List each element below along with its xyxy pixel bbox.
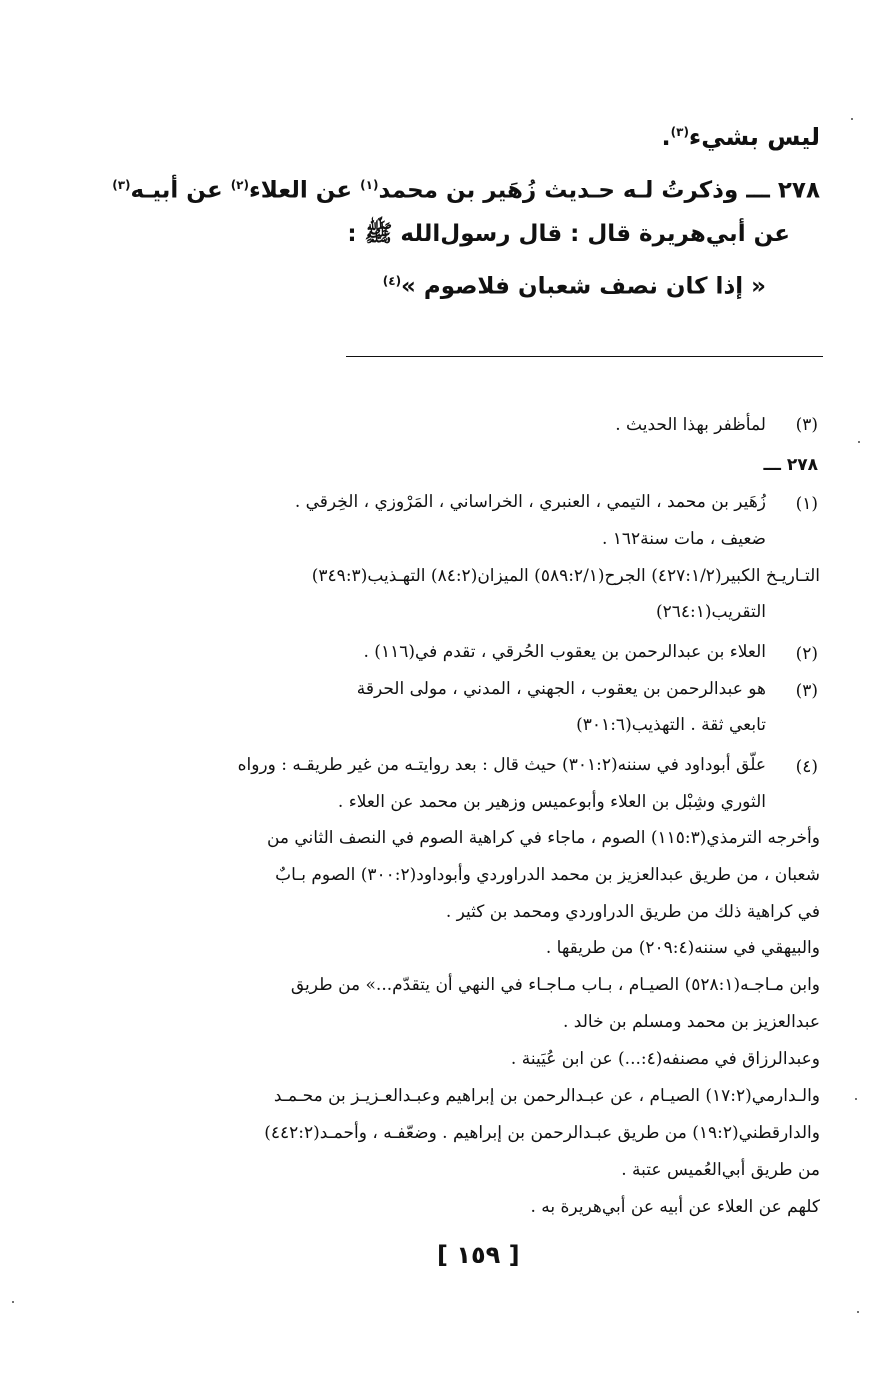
main-line-2-b: عن العلاء: [248, 177, 353, 204]
footnote-line: في كراهية ذلك من طريق الدراوردي ومحمد بن كثير .: [445, 902, 820, 922]
scan-speck: [851, 118, 853, 120]
footnote-line: وابن مـاجـه(٥٢٨:١) الصيـام ، بـاب مـاجـاء في النهي أن يتقدّم...» من طريق: [290, 975, 820, 995]
footnote-number: (٢): [795, 644, 818, 664]
footnote-line: الثوري وشِبْل بن العلاء وأبوعميس وزهير بن محمد عن العلاء .: [337, 792, 766, 812]
footnote-line: علّق أبوداود في سننه(٣٠١:٢) حيث قال : بعد روايتـه من غير طريقـه : ورواه: [237, 755, 766, 775]
footnote-line: وأخرجه الترمذي(١١٥:٣) الصوم ، ماجاء في كراهية الصوم في النصف الثاني من: [266, 828, 820, 848]
scan-speck: [855, 1098, 857, 1100]
footnote-line: التـاريـخ الكبير(٤٢٧:١/٢) الجرح(٥٨٩:٢/١) الميزان(٨٤:٢) التهـذيب(٣٤٩:٣): [311, 566, 820, 586]
footnote-line: والـدارمي(١٧:٢) الصيـام ، عن عبـدالرحمن بن إبراهيم وعبـدالعـزيـز بن محـمـد: [273, 1086, 820, 1106]
footnote-line: والبيهقي في سننه(٢٠٩:٤) من طريقها .: [545, 938, 820, 958]
footnote-line: والدارقطني(١٩:٢) من طريق عبـدالرحمن بن إبراهيم . وضعّفـه ، وأحمـد(٤٤٢:٢): [264, 1123, 820, 1143]
main-line-4: [383, 266, 766, 302]
main-line-1: [662, 117, 821, 152]
footnote-line: تابعي ثقة . التهذيب(٣٠١:٦): [576, 715, 766, 735]
footnote-text: العلاء بن عبدالرحمن بن يعقوب الحُرقي ، تقدم في(١١٦) .: [363, 642, 766, 662]
main-line-1-text: ليس بشيء: [688, 123, 820, 151]
page-number: [ ١٥٩ ]: [437, 1241, 520, 1269]
footnote-separator: [346, 356, 823, 357]
scan-speck: [857, 1311, 859, 1313]
footnote-line: عبدالعزيز بن محمد ومسلم بن خالد .: [562, 1012, 820, 1032]
footnote-number: (٣): [795, 681, 818, 701]
main-line-2: [112, 170, 820, 206]
main-line-3: [347, 219, 790, 249]
footnote-line: كلهم عن العلاء عن أبيه عن أبي‌هريرة به .: [530, 1197, 820, 1217]
main-line-3-text: عن أبي‌هريرة قال : قال رسول‌الله ﷺ :: [347, 221, 790, 247]
footnote-number: (٤): [795, 757, 818, 777]
footnote-ref: (٢): [230, 178, 249, 192]
footnote-line: هو عبدالرحمن بن يعقوب ، الجهني ، المدني ، مولى الحرقة: [356, 679, 766, 699]
hadith-text: « إذا كان نصف شعبان فلاصوم »: [401, 273, 766, 300]
footnote-ref: (٤): [382, 274, 402, 288]
main-line-2-c: عن أبيـه: [130, 177, 223, 204]
footnote-line: ضعيف ، مات سنة١٦٢ .: [601, 529, 766, 549]
scan-speck: [858, 441, 860, 443]
footnote-line: وعبدالرزاق في مصنفه(٤:...) عن ابن عُيَينة .: [510, 1049, 820, 1069]
footnote-line: التقريب(٢٦٤:١): [656, 602, 766, 622]
footnote-ref: (١): [360, 178, 379, 192]
footnote-line: من طريق أبي‌العُميس عتبة .: [621, 1160, 820, 1180]
footnotes-hadith-header: ٢٧٨ ـــ: [763, 455, 818, 475]
hadith-number: ٢٧٨: [777, 177, 820, 204]
footnote-line: زُهَير بن محمد ، التيمي ، العنبري ، الخراساني ، المَرْوزي ، الخِرقي .: [294, 492, 766, 512]
footnote-number: (٣): [795, 415, 818, 435]
footnote-number: (١): [795, 494, 818, 514]
footnote-line: شعبان ، من طريق عبدالعزيز بن محمد الدراوردي وأبوداود(٣٠٠:٢) الصوم بـابٌ: [275, 865, 820, 885]
main-line-1-end: .: [661, 123, 671, 151]
footnote-ref: (٣): [670, 125, 689, 139]
footnote-text: لمأظفر بهذا الحديث .: [615, 415, 766, 435]
scan-speck: [12, 1301, 14, 1303]
main-line-2-a: ـــ وذكرتُ لـه حـديث زُهَير بن محمد: [378, 177, 770, 204]
footnote-ref: (٣): [112, 178, 131, 192]
